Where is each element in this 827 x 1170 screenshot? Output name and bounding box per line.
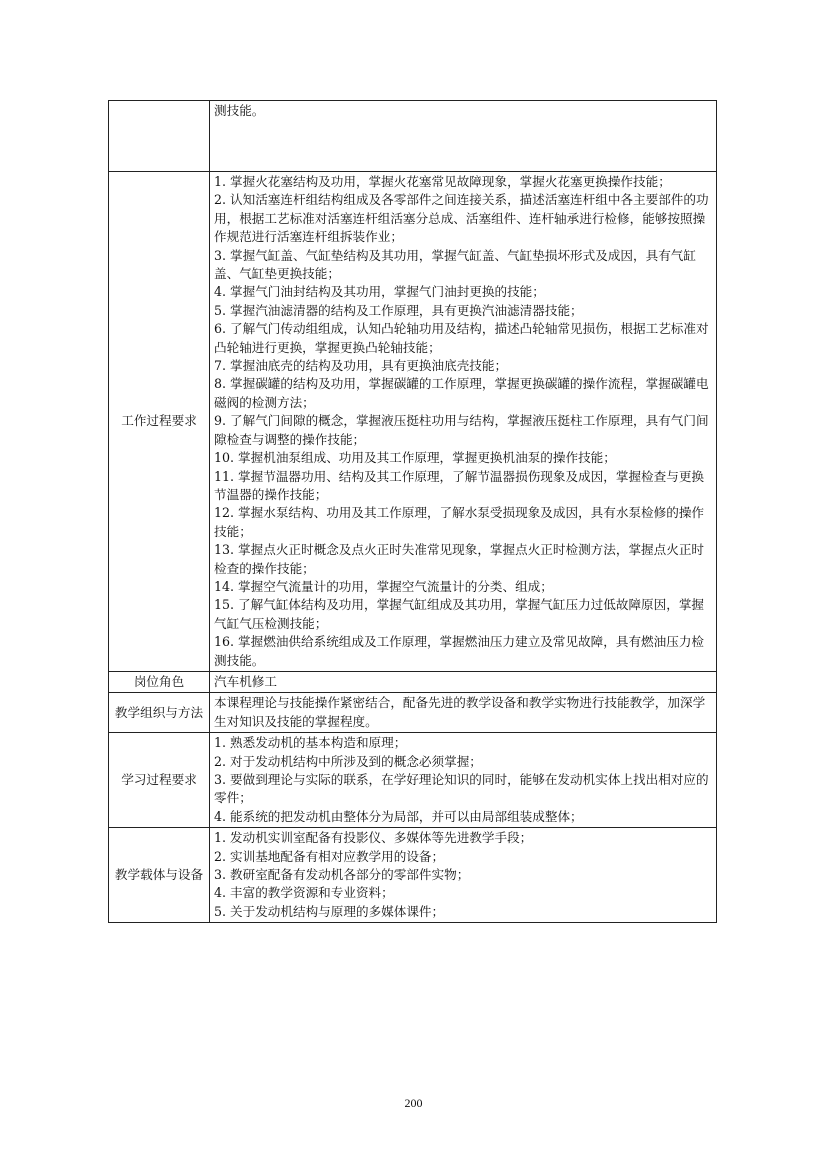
- equipment-label: 教学载体与设备: [109, 828, 210, 923]
- list-item: 15. 了解气缸体结构及功用，掌握气缸组成及其功用，掌握气缸压力过低故障原因，掌握气缸气压检测技能；: [214, 597, 705, 631]
- list-item: 3. 掌握气缸盖、气缸垫结构及其功用，掌握气缸盖、气缸垫损坏形式及成因，具有气缸盖、气缸垫更换技能；: [214, 247, 696, 282]
- method-label: 教学组织与方法: [109, 693, 210, 733]
- role-text: 汽车机修工: [210, 671, 717, 692]
- list-item: 10. 掌握机油泵组成、功用及其工作原理，掌握更换机油泵的操作技能；: [214, 450, 616, 466]
- learning-list: [210, 733, 717, 828]
- list-item: 16. 掌握燃油供给系统组成及工作原理，掌握燃油压力建立及常见故障，具有燃油压力检测技能。: [214, 634, 705, 668]
- list-item: 8. 掌握碳罐的结构及功用，掌握碳罐的工作原理，掌握更换碳罐的操作流程，掌握碳罐电磁阀的检测方法；: [214, 376, 709, 410]
- learning-label: 学习过程要求: [109, 733, 210, 828]
- method-row: [109, 693, 717, 733]
- list-item: 12. 掌握水泵结构、功用及其工作原理，了解水泵受损现象及成因，具有水泵检修的操作技能；: [214, 505, 705, 539]
- continuation-row: [109, 101, 717, 172]
- list-item: 7. 掌握油底壳的结构及功用，具有更换油底壳技能；: [214, 358, 508, 374]
- list-item: 3. 要做到理论与实际的联系，在学好理论知识的同时，能够在发动机实体上找出相对应的零件；: [214, 772, 709, 806]
- list-item: 2. 认知活塞连杆组结构组成及各零部件之间连接关系，描述活塞连杆组中各主要部件的功用，根据工艺标准对活塞连杆组活塞分总成、活塞组件、连杆轴承进行检修，能够按照操作规范进行活塞连杆组拆装作业；: [214, 192, 709, 245]
- list-item: 1. 熟悉发动机的基本构造和原理；: [214, 735, 407, 751]
- page-number: 200: [404, 1096, 423, 1110]
- list-item: 3. 教研室配备有发动机各部分的零部件实物；: [214, 867, 470, 883]
- list-item: 9. 了解气门间隙的概念，掌握液压挺柱功用与结构，掌握液压挺柱工作原理，具有气门间隙检查与调整的操作技能；: [214, 413, 709, 447]
- course-requirements-table: [108, 100, 717, 923]
- equipment-row: [109, 828, 717, 923]
- list-item: 4. 掌握气门油封结构及其功用，掌握气门油封更换的技能；: [214, 284, 545, 300]
- list-item: 11. 掌握节温器功用、结构及其工作原理，了解节温器损伤现象及成因，掌握检查与更换节温器的操作技能；: [214, 468, 705, 502]
- continuation-label: [109, 101, 210, 172]
- continuation-text: 测技能。: [210, 101, 717, 172]
- work-process-list: [210, 172, 717, 672]
- work-process-label: 工作过程要求: [109, 172, 210, 672]
- learning-row: [109, 733, 717, 828]
- list-item: 6. 了解气门传动组组成，认知凸轮轴功用及结构，描述凸轮轴常见损伤，根据工艺标准对凸轮轴进行更换，掌握更换凸轮轴技能；: [214, 321, 709, 355]
- role-row: [109, 671, 717, 692]
- role-label: 岗位角色: [109, 671, 210, 692]
- list-item: 13. 掌握点火正时概念及点火正时失准常见现象，掌握点火正时检测方法，掌握点火正时检查的操作技能；: [214, 542, 705, 576]
- list-item: 5. 关于发动机结构与原理的多媒体课件；: [214, 903, 445, 919]
- work-process-row: [109, 172, 717, 672]
- list-item: 1. 掌握火花塞结构及功用，掌握火花塞常见故障现象，掌握火花塞更换操作技能；: [214, 174, 671, 189]
- list-item: 5. 掌握汽油滤清器的结构及工作原理，具有更换汽油滤清器技能；: [214, 302, 583, 318]
- list-item: 2. 对于发动机结构中所涉及到的概念必须掌握；: [214, 753, 482, 769]
- method-text: 本课程理论与技能操作紧密结合，配备先进的教学设备和教学实物进行技能教学，加深学生对知识及技能的掌握程度。: [210, 693, 717, 733]
- list-item: 1. 发动机实训室配备有投影仪、多媒体等先进教学手段；: [214, 830, 533, 846]
- list-item: 14. 掌握空气流量计的功用，掌握空气流量计的分类、组成；: [214, 578, 553, 594]
- list-item: 4. 能系统的把发动机由整体分为局部，并可以由局部组装成整体；: [214, 808, 583, 824]
- list-item: 2. 实训基地配备有相对应教学用的设备；: [214, 848, 445, 864]
- list-item: 4. 丰富的教学资源和专业资料；: [214, 885, 394, 901]
- equipment-list: [210, 828, 717, 923]
